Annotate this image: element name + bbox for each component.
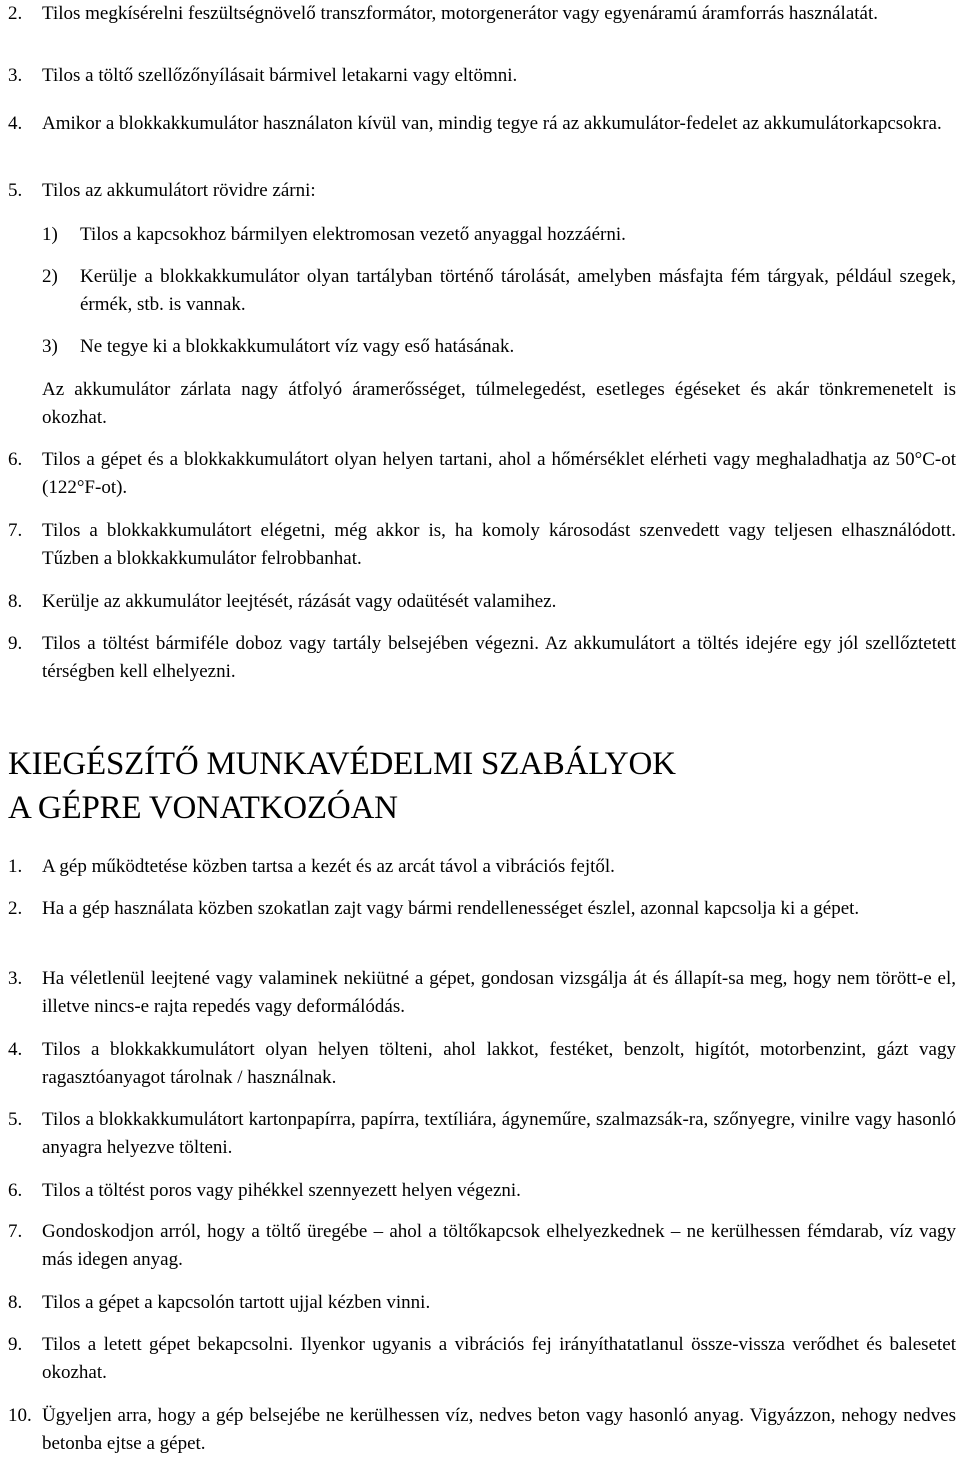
list-item-text: Ha véletlenül leejtené vagy valaminek nekiütné a gépet, gondosan vizsgálja át és állapít-sa meg, hogy nem törött-e el, illetve nincs-e rajta repedés vagy deformálódás.	[42, 968, 956, 1017]
list-item-text: Tilos a letett gépet bekapcsolni. Ilyenkor ugyanis a vibrációs fej irányíthatatlanul össze-vissza verődhet és balesetet okozhat.	[42, 1334, 956, 1383]
section-list-item	[8, 895, 956, 923]
section-list-item	[8, 1106, 956, 1162]
list-item-text: Tilos megkísérelni feszültségnövelő transzformátor, motorgenerátor vagy egyenáramú áramforrás használatát.	[42, 3, 879, 24]
list-item-text: Tilos a blokkakkumulátort olyan helyen tölteni, ahol lakkot, festéket, benzolt, higítót, motorbenzint, gázt vagy ragasztóanyagot tárolnak / használnak.	[42, 1039, 956, 1088]
list-item-number: 4.	[8, 113, 23, 134]
section-heading-line-2: A GÉPRE VONATKOZÓAN	[8, 790, 398, 826]
sub-list-item	[42, 333, 956, 361]
list-item	[8, 0, 956, 28]
list-item-text: Ügyeljen arra, hogy a gép belsejébe ne kerülhessen víz, nedves beton vagy hasonló anyag. Vigyázzon, nehogy nedves betonba ejtse a gépet.	[42, 1405, 956, 1454]
list-item	[8, 177, 956, 205]
list-item-number: 5.	[8, 1109, 23, 1130]
list-item-number: 1.	[8, 856, 23, 877]
list-item-number: 10.	[8, 1405, 32, 1426]
short-circuit-note: Az akkumulátor zárlata nagy átfolyó áramerősséget, túlmelegedést, esetleges égéseket és akár tönkremenetelt is okozhat.	[42, 379, 956, 428]
list-item-number: 4.	[8, 1039, 23, 1060]
section-heading	[8, 742, 676, 830]
list-item-text: Tilos a blokkakkumulátort kartonpapírra, papírra, textíliára, ágyneműre, szalmazsák-ra, szőnyegre, vinilre vagy hasonló anyagra helyezve tölteni.	[42, 1109, 956, 1158]
list-item-text: Tilos az akkumulátort rövidre zárni:	[42, 180, 316, 201]
section-list-item	[8, 1036, 956, 1092]
list-item	[8, 588, 956, 616]
list-item-number: 8.	[8, 591, 23, 612]
sub-list-item-number: 3)	[42, 336, 58, 357]
section-list-item	[8, 1177, 956, 1205]
list-item-number: 6.	[8, 449, 23, 470]
section-list-item	[8, 1402, 956, 1458]
sub-list-item-text: Tilos a kapcsokhoz bármilyen elektromosan vezető anyaggal hozzáérni.	[80, 224, 626, 245]
list-item-text: Tilos a gépet és a blokkakkumulátort olyan helyen tartani, ahol a hőmérséklet elérheti vagy meghaladhatja az 50°C-ot (122°F-ot).	[42, 449, 956, 498]
sub-list-item-number: 2)	[42, 266, 58, 287]
sub-list-item	[42, 221, 956, 249]
list-item-number: 2.	[8, 898, 23, 919]
section-list-item	[8, 1289, 956, 1317]
list-item-number: 3.	[8, 65, 23, 86]
list-item	[8, 446, 956, 502]
list-item	[8, 62, 956, 90]
list-item-number: 5.	[8, 180, 23, 201]
list-item-number: 2.	[8, 3, 23, 24]
list-item-text: Tilos a töltő szellőzőnyílásait bármivel letakarni vagy eltömni.	[42, 65, 518, 86]
list-item-text: Tilos a blokkakkumulátort elégetni, még akkor is, ha komoly károsodást szenvedett vagy teljesen elhasználódott. Tűzben a blokkakkumulátor felrobbanhat.	[42, 520, 956, 569]
list-item	[8, 517, 956, 573]
list-item-number: 6.	[8, 1180, 23, 1201]
list-item-text: Ha a gép használata közben szokatlan zajt vagy bármi rendellenességet észlel, azonnal kapcsolja ki a gépet.	[42, 898, 860, 919]
list-item-text: Tilos a töltést poros vagy pihékkel szennyezett helyen végezni.	[42, 1180, 521, 1201]
list-item	[8, 630, 956, 686]
list-item-text: A gép működtetése közben tartsa a kezét és az arcát távol a vibrációs fejtől.	[42, 856, 615, 877]
section-heading-line-1: KIEGÉSZÍTŐ MUNKAVÉDELMI SZABÁLYOK	[8, 746, 676, 782]
section-list-item	[8, 853, 956, 881]
list-item-text: Kerülje az akkumulátor leejtését, rázását vagy odaütését valamihez.	[42, 591, 557, 612]
list-item-text: Amikor a blokkakkumulátor használaton kívül van, mindig tegye rá az akkumulátor-fedelet az akkumulátorkapcsokra.	[42, 113, 942, 134]
sub-list-item	[42, 263, 956, 319]
list-item-number: 9.	[8, 1334, 23, 1355]
section-list-item	[8, 965, 956, 1021]
list-item-number: 9.	[8, 633, 23, 654]
section-list-item	[8, 1218, 956, 1274]
list-item-number: 3.	[8, 968, 23, 989]
list-item-text: Tilos a gépet a kapcsolón tartott ujjal kézben vinni.	[42, 1292, 431, 1313]
list-item-text: Tilos a töltést bármiféle doboz vagy tartály belsejében végezni. Az akkumulátort a töltés idejére egy jól szellőztetett térségben kell elhelyezni.	[42, 633, 956, 682]
sub-list-item-text: Kerülje a blokkakkumulátor olyan tartályban történő tárolását, amelyben másfajta fém tárgyak, például szegek, érmék, stb. is vannak.	[80, 266, 956, 315]
sub-list-item-text: Ne tegye ki a blokkakkumulátort víz vagy eső hatásának.	[80, 336, 515, 357]
list-item-number: 7.	[8, 1221, 23, 1242]
list-item-text: Gondoskodjon arról, hogy a töltő üregébe – ahol a töltőkapcsok elhelyezkednek – ne kerülhessen fémdarab, víz vagy más idegen anyag.	[42, 1221, 956, 1270]
list-item	[8, 110, 956, 138]
sub-list-item-number: 1)	[42, 224, 58, 245]
list-item-number: 7.	[8, 520, 23, 541]
section-list-item	[8, 1331, 956, 1387]
list-item-number: 8.	[8, 1292, 23, 1313]
